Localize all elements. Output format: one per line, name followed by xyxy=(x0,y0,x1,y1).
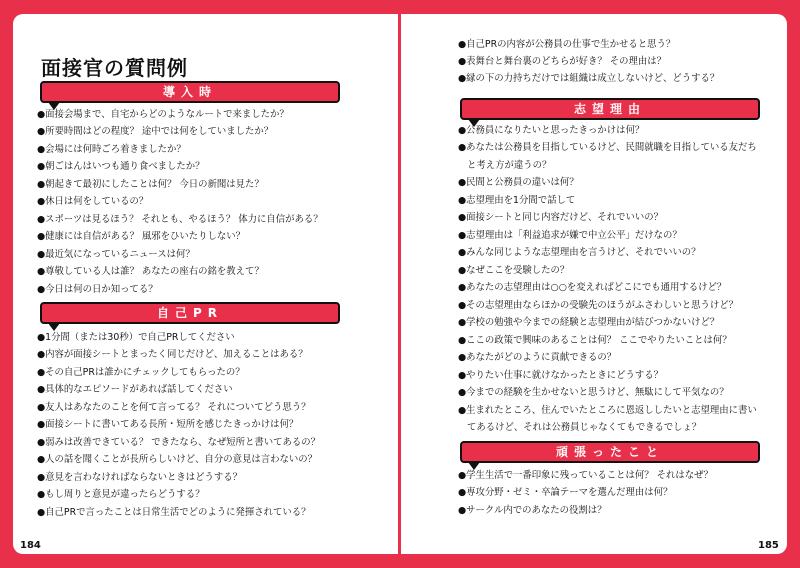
question-item: ●今日は何の日か知ってる？ xyxy=(37,284,158,295)
question-item: ●学校の勉強や今までの経験と志望理由が結びつかないけど？ xyxy=(458,317,720,328)
question-item: ●会場には何時ごろ着きましたか？ xyxy=(37,144,186,155)
section-header-intro: 導入時 xyxy=(40,81,340,103)
question-item: ●朝ごはんはいつも通り食べましたか？ xyxy=(37,161,205,172)
question-item: ●友人はあなたのことを何て言ってる？ それについてどう思う？ xyxy=(37,402,311,413)
question-item: ●自己PRの内容が公務員の仕事で生かせると思う？ xyxy=(458,39,676,50)
question-item: ●あなたの志望理由は○○を変えればどこにでも通用するけど？ xyxy=(458,282,727,293)
question-item: ●あなたは公務員を目指しているけど、民間就職を目指している友だち xyxy=(458,142,757,153)
question-item: ●やりたい仕事に就けなかったときにどうする？ xyxy=(458,370,664,381)
question-item: ●所要時間はどの程度？ 途中では何をしていましたか？ xyxy=(37,126,274,137)
page-number: 185 xyxy=(758,540,779,551)
question-item: ●民間と公務員の違いは何？ xyxy=(458,177,579,188)
section-header-self-pr: 自己PR xyxy=(40,302,340,324)
question-item: ●具体的なエピソードがあれば話してください xyxy=(37,384,233,395)
question-item: ●ここの政策で興味のあることは何？ ここでやりたいことは何？ xyxy=(458,335,732,346)
question-item-continued: てあるけど、それは公務員じゃなくてもできるでしょ？ xyxy=(467,422,702,433)
question-item: ●朝起きて最初にしたことは何？ 今日の新聞は見た？ xyxy=(37,179,264,190)
question-item: ●みんな同じような志望理由を言うけど、それでいいの？ xyxy=(458,247,701,258)
question-item: ●スポーツは見るほう？ それとも、やるほう？ 体力に自信がある？ xyxy=(37,214,323,225)
question-item: ●面接シートに書いてある長所・短所を感じたきっかけは何？ xyxy=(37,419,299,430)
question-item: ●今までの経験を生かせないと思うけど、無駄にして平気なの？ xyxy=(458,387,729,398)
question-item: ●人の話を聞くことが長所らしいけど、自分の意見は言わないの？ xyxy=(37,454,318,465)
page-title: 面接官の質問例 xyxy=(41,56,188,80)
right-page xyxy=(401,14,787,554)
question-item: ●弱みは改善できている？ できたなら、なぜ短所と書いてあるの？ xyxy=(37,437,321,448)
question-item: ●あなたがどのように貢献できるの？ xyxy=(458,352,617,363)
question-item: ●志望理由は「利益追求が嫌で中立公平」だけなの？ xyxy=(458,230,682,241)
question-item: ●尊敬している人は誰？ あなたの座右の銘を教えて？ xyxy=(37,266,264,277)
question-item: ●志望理由を1分間で話して xyxy=(458,195,576,206)
question-item: ●休日は何をしているの？ xyxy=(37,196,149,207)
question-item: ●学生生活で一番印象に残っていることは何？ それはなぜ？ xyxy=(458,470,713,481)
question-item: ●内容が面接シートとまったく同じだけど、加えることはある？ xyxy=(37,349,308,360)
question-item: ●公務員になりたいと思ったきっかけは何？ xyxy=(458,125,645,136)
question-item: ●サークル内でのあなたの役割は？ xyxy=(458,505,607,516)
question-item: ●意見を言わなければならないときはどうする？ xyxy=(37,472,243,483)
question-item: ●専攻分野・ゼミ・卒論テーマを選んだ理由は何？ xyxy=(458,487,673,498)
question-item: ●自己PRで言ったことは日常生活でどのように発揮されている？ xyxy=(37,507,311,518)
question-item: ●縁の下の力持ちだけでは組織は成立しないけど、どうする？ xyxy=(458,73,720,84)
question-item: ●表舞台と舞台裏のどちらが好き？ その理由は？ xyxy=(458,56,667,67)
left-page xyxy=(13,14,398,554)
question-item: ●1分間（または30秒）で自己PRしてください xyxy=(37,332,235,343)
section-header-efforts: 頑張ったこと xyxy=(460,441,760,463)
section-header-motivation: 志望理由 xyxy=(460,98,760,120)
question-item: ●最近気になっているニュースは何？ xyxy=(37,249,195,260)
question-item: ●面接会場まで、自宅からどのようなルートで来ましたか？ xyxy=(37,109,289,120)
question-item: ●その自己PRは誰かにチェックしてもらったの？ xyxy=(37,367,245,378)
question-item: ●健康には自信がある？ 風邪をひいたりしない？ xyxy=(37,231,246,242)
question-item: ●もし周りと意見が違ったらどうする？ xyxy=(37,489,205,500)
question-item: ●面接シートと同じ内容だけど、それでいいの？ xyxy=(458,212,664,223)
page-number: 184 xyxy=(20,540,41,551)
question-item: ●その志望理由ならほかの受験先のほうがふさわしいと思うけど？ xyxy=(458,300,739,311)
question-item: ●生まれたところ、住んでいたところに恩返ししたいと志望理由に書い xyxy=(458,405,757,416)
question-item: ●なぜここを受験したの？ xyxy=(458,265,570,276)
question-item-continued: と考え方が違うの？ xyxy=(467,160,552,171)
